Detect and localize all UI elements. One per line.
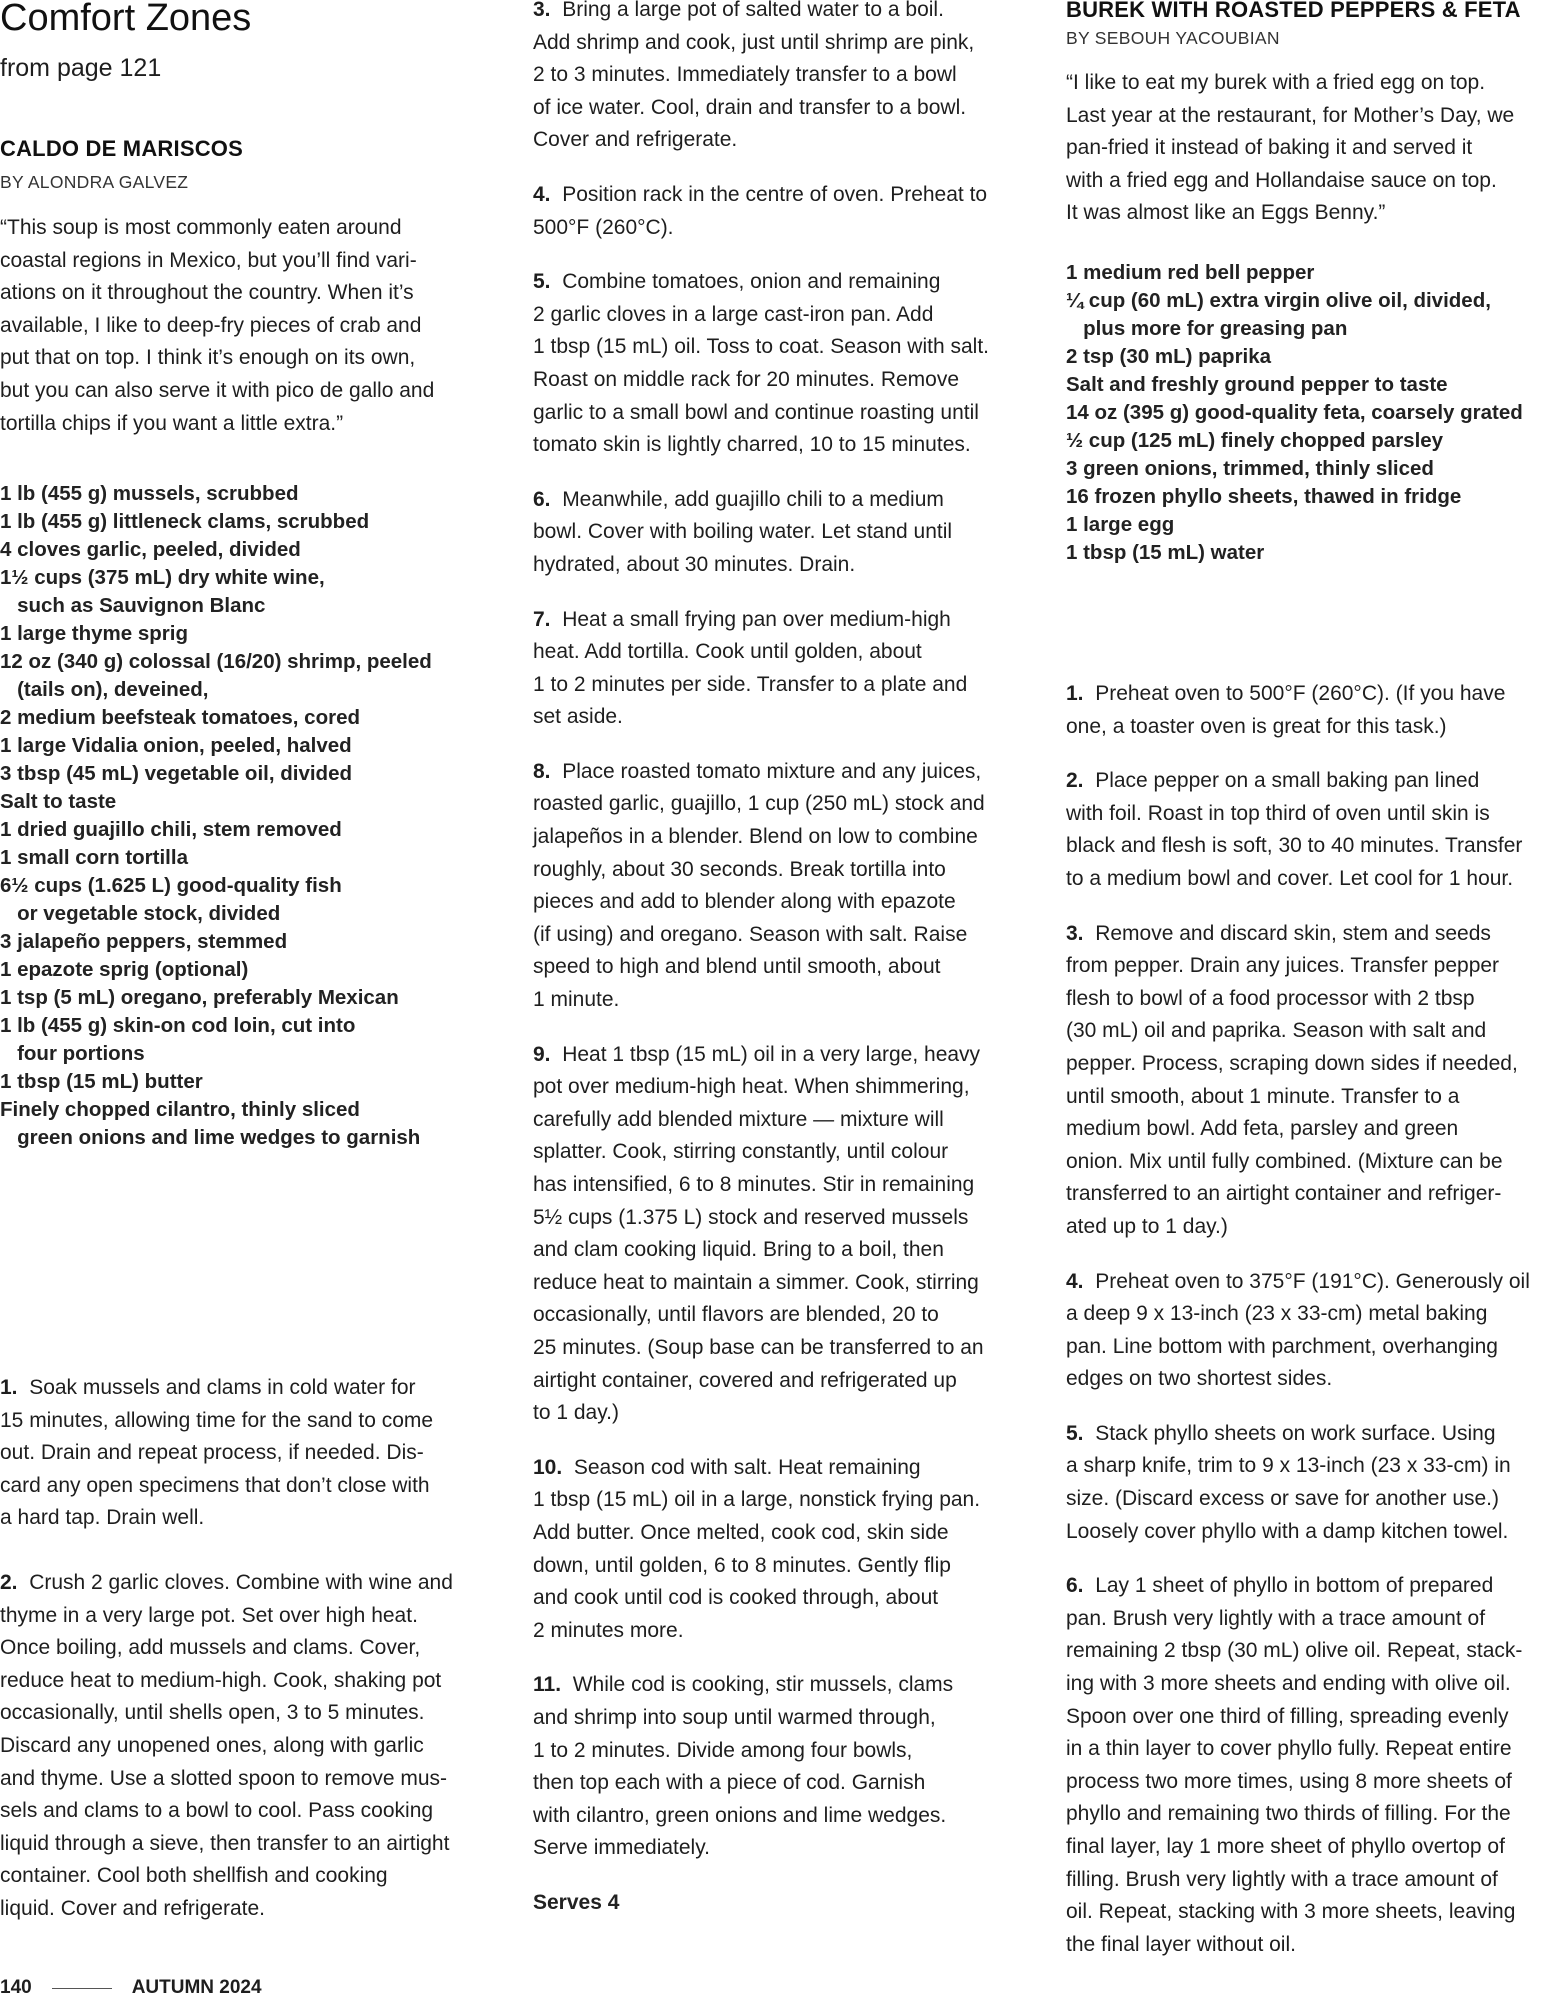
step-text: Position rack in the centre of oven. Preheat to 500°F (260°C). <box>533 182 988 239</box>
method-step <box>0 1372 500 1535</box>
ingredient-item: 6½ cups (1.625 L) good-quality fish or vegetable stock, divided <box>0 874 342 925</box>
step-text: Soak mussels and clams in cold water for 15 minutes, allowing time for the sand to come out. Drain and repeat process, if needed. Dis- card any open specimens that don’t close with a hard tap. Drain well. <box>0 1376 434 1530</box>
ingredient-item: Salt and freshly ground pepper to taste <box>1066 373 1448 396</box>
method-step <box>1066 765 1561 895</box>
ingredient-item: 1 lb (455 g) skin-on cod loin, cut into four portions <box>0 1014 356 1065</box>
ingredient-list <box>1066 259 1561 567</box>
recipe-title: CALDO DE MARISCOS <box>0 136 243 161</box>
method-step <box>533 1669 1033 1865</box>
recipe-intro-quote: “This soup is most commonly eaten around coastal regions in Mexico, but you’ll find vari- ations on it throughout the country. When it’s available, I like to deep-fry pieces of crab and put that on top. I think it’s enough on its own, but you can also serve it with pico de gallo and tortilla chips if you want a little extra.” <box>0 216 435 435</box>
ingredient-item: 1½ cups (375 mL) dry white wine, such as Sauvignon Blanc <box>0 566 325 617</box>
step-number: 1. <box>0 1376 18 1399</box>
step-number: 6. <box>533 487 551 511</box>
method-step <box>533 1039 1033 1430</box>
ingredient-item: 2 medium beefsteak tomatoes, cored <box>0 706 361 729</box>
ingredient-item: 4 cloves garlic, peeled, divided <box>0 538 301 561</box>
page-number: 140 <box>0 1977 32 1998</box>
ingredient-item: ¼ cup (60 mL) extra virgin olive oil, divided, plus more for greasing pan <box>1066 289 1491 340</box>
step-number: 4. <box>533 182 551 206</box>
issue-label: AUTUMN 2024 <box>131 1977 262 1998</box>
step-number: 6. <box>1066 1574 1084 1598</box>
ingredient-item: 1 small corn tortilla <box>0 846 188 869</box>
page-footer <box>0 1976 262 2000</box>
ingredient-item: 1 large Vidalia onion, peeled, halved <box>0 734 352 757</box>
ingredient-item: 1 tsp (5 mL) oregano, preferably Mexican <box>0 986 399 1009</box>
step-number: 11. <box>533 1673 562 1697</box>
ingredient-item: 14 oz (395 g) good-quality feta, coarsely grated <box>1066 401 1523 424</box>
method-step <box>0 1567 500 1926</box>
step-number: 1. <box>1066 682 1084 705</box>
step-text: Heat a small frying pan over medium-high heat. Add tortilla. Cook until golden, about 1 to 2 minutes per side. Transfer to a plate and set aside. <box>533 607 968 729</box>
method-step <box>1066 1570 1561 1961</box>
ingredient-item: 3 jalapeño peppers, stemmed <box>0 930 288 953</box>
step-number: 7. <box>533 607 551 631</box>
method-steps <box>0 1372 500 1958</box>
step-text: Bring a large pot of salted water to a boil. Add shrimp and cook, just until shrimp are pink, 2 to 3 minutes. Immediately transfer to a bowl of ice water. Cool, drain and transfer to a bowl. Cover and refrigerate. <box>533 0 975 152</box>
continued-from-page: from page 121 <box>0 54 162 82</box>
step-text: Season cod with salt. Heat remaining 1 tbsp (15 mL) oil in a large, nonstick frying pan. Add butter. Once melted, cook cod, skin side down, until golden, 6 to 8 minutes. Gently flip and cook until cod is cooked through, about 2 minutes more. <box>533 1455 981 1642</box>
recipe-byline: BY SEBOUH YACOUBIAN <box>1066 28 1280 48</box>
ingredient-item: 1 dried guajillo chili, stem removed <box>0 818 342 841</box>
recipe-title: BUREK WITH ROASTED PEPPERS & FETA <box>1066 0 1521 22</box>
method-step <box>533 1452 1033 1648</box>
method-steps-continued <box>533 0 1033 1919</box>
ingredient-item: 1 large egg <box>1066 513 1175 536</box>
method-step <box>533 266 1033 462</box>
step-number: 2. <box>1066 769 1084 793</box>
ingredient-item: 1 medium red bell pepper <box>1066 261 1315 284</box>
ingredient-item: 1 lb (455 g) mussels, scrubbed <box>0 482 299 505</box>
method-step <box>1066 1418 1561 1548</box>
step-number: 8. <box>533 759 551 783</box>
recipe-byline: BY ALONDRA GALVEZ <box>0 172 189 192</box>
step-number: 4. <box>1066 1269 1084 1293</box>
ingredient-item: 3 green onions, trimmed, thinly sliced <box>1066 457 1434 480</box>
method-step <box>1066 918 1561 1244</box>
method-step <box>533 179 1033 244</box>
section-title: Comfort Zones <box>0 0 252 39</box>
method-step <box>1066 1266 1561 1396</box>
step-text: Meanwhile, add guajillo chili to a medium bowl. Cover with boiling water. Let stand until hydrated, about 30 minutes. Drain. <box>533 487 953 576</box>
ingredient-item: 2 tsp (30 mL) paprika <box>1066 345 1272 368</box>
ingredient-item: 1 tbsp (15 mL) water <box>1066 541 1265 564</box>
step-text: Stack phyllo sheets on work surface. Using a sharp knife, trim to 9 x 13-inch (23 x 33-cm) in size. (Discard excess or save for another use.) Loosely cover phyllo with a damp kitchen towel. <box>1066 1421 1511 1543</box>
ingredient-item: Salt to taste <box>0 790 117 813</box>
step-number: 3. <box>533 0 551 21</box>
step-number: 3. <box>1066 921 1084 945</box>
footer-rule <box>52 1988 112 1989</box>
step-text: Heat 1 tbsp (15 mL) oil in a very large, heavy pot over medium-high heat. When shimmering, carefully add blended mixture — mixture will splatter. Cook, stirring constantly, until colour has intensified, 6 to 8 minutes. Stir in remaining 5½ cups (1.375 L) stock and reserved mussels and clam cooking liquid. Bring to a boil, then reduce heat to maintain a simmer. Cook, stirring occasionally, until flavors are blended, 20 to 25 minutes. (Soup base can be transferred to an airtight container, covered and refrigerated up to 1 day.) <box>533 1042 984 1425</box>
step-text: While cod is cooking, stir mussels, clams and shrimp into soup until warmed through, 1 to 2 minutes. Divide among four bowls, then top each with a piece of cod. Garnish with cilantro, green onions and lime wedges. Serve immediately. <box>533 1673 954 1860</box>
method-steps <box>1066 678 1561 1983</box>
method-step <box>1066 678 1561 743</box>
serves-count: Serves 4 <box>533 1890 620 1914</box>
ingredient-item: ½ cup (125 mL) finely chopped parsley <box>1066 429 1444 452</box>
ingredient-item: 1 tbsp (15 mL) butter <box>0 1070 203 1093</box>
method-step <box>533 0 1033 157</box>
method-step <box>533 484 1033 582</box>
ingredient-item: 12 oz (340 g) colossal (16/20) shrimp, peeled (tails on), deveined, <box>0 650 432 701</box>
step-text: Crush 2 garlic cloves. Combine with wine and thyme in a very large pot. Set over high heat. Once boiling, add mussels and clams. Cover, reduce heat to medium-high. Cook, shaking pot occasionally, until shells open, 3 to 5 minutes. Discard any unopened ones, along with garlic and thyme. Use a slotted spoon to remove mus- sels and clams to a bowl to cool. Pass cooking liquid through a sieve, then transfer to an airtight container. Cool both shellfish and cooking liquid. Cover and refrigerate. <box>0 1570 453 1920</box>
ingredient-item: Finely chopped cilantro, thinly sliced green onions and lime wedges to garnish <box>0 1098 421 1149</box>
step-text: Place roasted tomato mixture and any juices, roasted garlic, guajillo, 1 cup (250 mL) stock and jalapeños in a blender. Blend on low to combine roughly, about 30 seconds. Break tortilla into pieces and add to blender along with epazote (if using) and oregano. Season with salt. Raise speed to high and blend until smooth, about 1 minute. <box>533 759 985 1012</box>
step-text: Lay 1 sheet of phyllo in bottom of prepared pan. Brush very lightly with a trace amount of remaining 2 tbsp (30 mL) olive oil. Repeat, stack- ing with 3 more sheets and ending with olive oil. Spoon over one third of filling, spreading evenly in a thin layer to cover phyllo fully. Repeat entire process two more times, using 8 more sheets of phyllo and remaining two thirds of filling. For the final layer, lay 1 more sheet of phyllo overtop of filling. Brush very lightly with a trace amount of oil. Repeat, stacking with 3 more sheets, leaving the final layer without oil. <box>1066 1574 1523 1956</box>
ingredient-item: 1 large thyme sprig <box>0 622 188 645</box>
step-text: Preheat oven to 500°F (260°C). (If you have one, a toaster oven is great for this task.) <box>1066 682 1506 738</box>
step-text: Place pepper on a small baking pan lined with foil. Roast in top third of oven until skin is black and flesh is soft, 30 to 40 minutes. Transfer to a medium bowl and cover. Let cool for 1 hour. <box>1066 769 1523 890</box>
step-text: Combine tomatoes, onion and remaining 2 garlic cloves in a large cast-iron pan. Add 1 tbsp (15 mL) oil. Toss to coat. Season with salt. Roast on middle rack for 20 minutes. Remove garlic to a small bowl and continue roasting until tomato skin is lightly charred, 10 to 15 minutes. <box>533 270 990 457</box>
ingredient-item: 1 epazote sprig (optional) <box>0 958 249 981</box>
ingredient-item: 1 lb (455 g) littleneck clams, scrubbed <box>0 510 370 533</box>
ingredient-item: 3 tbsp (45 mL) vegetable oil, divided <box>0 762 352 785</box>
step-text: Remove and discard skin, stem and seeds from pepper. Drain any juices. Transfer pepper flesh to bowl of a food processor with 2 tbsp (30 mL) oil and paprika. Season with salt and pepper. Process, scraping down sides if needed, until smooth, about 1 minute. Transfer to a medium bowl. Add feta, parsley and green onion. Mix until fully combined. (Mixture can be transferred to an airtight container and refriger- ated up to 1 day.) <box>1066 921 1518 1238</box>
step-number: 10. <box>533 1455 563 1479</box>
step-number: 2. <box>0 1570 18 1594</box>
step-number: 9. <box>533 1042 551 1066</box>
step-number: 5. <box>533 270 551 294</box>
method-step <box>533 604 1033 734</box>
recipe-intro-quote: “I like to eat my burek with a fried egg on top. Last year at the restaurant, for Mother’s Day, we pan-fried it instead of baking it and served it with a fried egg and Hollandaise sauce on top. It was almost like an Eggs Benny.” <box>1066 71 1515 225</box>
ingredient-list <box>0 480 500 1152</box>
ingredient-item: 16 frozen phyllo sheets, thawed in fridge <box>1066 485 1462 508</box>
step-text: Preheat oven to 375°F (191°C). Generously oil a deep 9 x 13-inch (23 x 33-cm) metal baking pan. Line bottom with parchment, overhanging edges on two shortest sides. <box>1066 1269 1530 1391</box>
method-step <box>533 756 1033 1017</box>
step-number: 5. <box>1066 1421 1084 1445</box>
